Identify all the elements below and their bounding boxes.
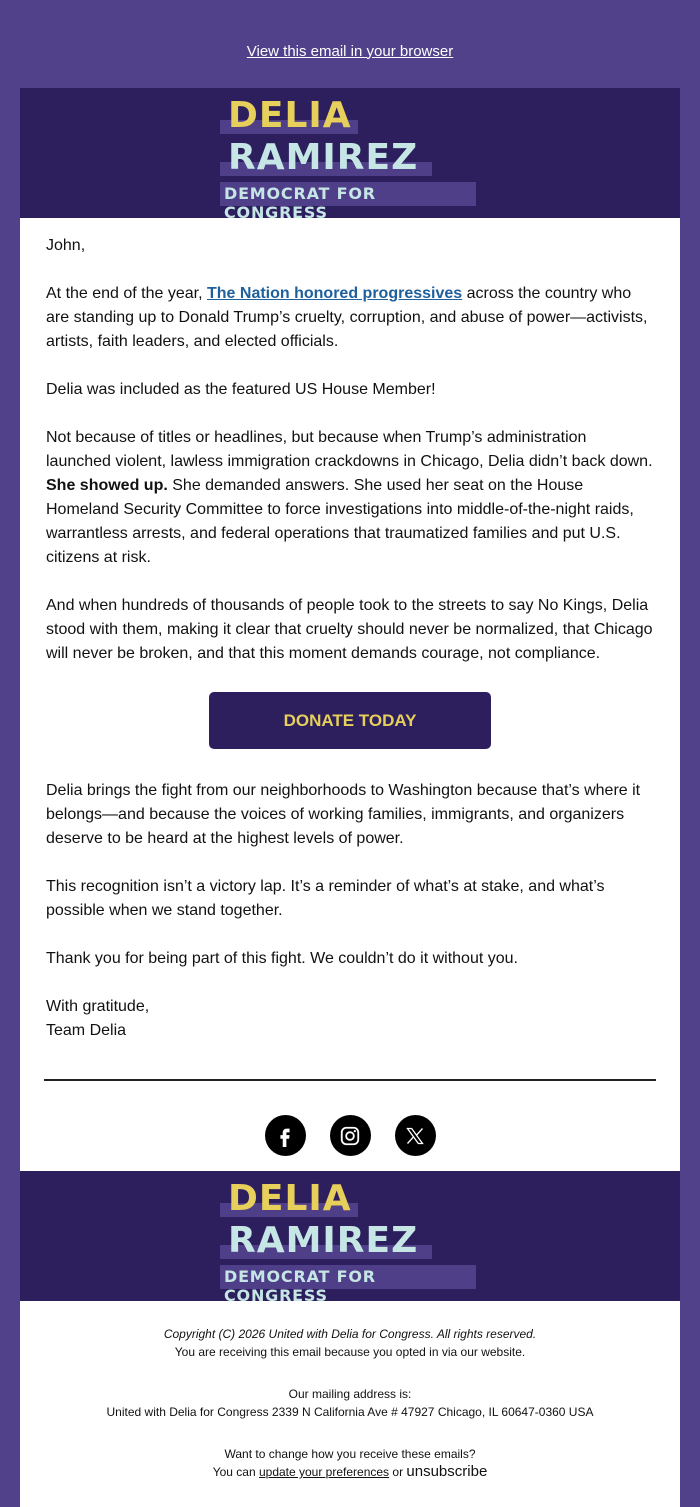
copyright-text: Copyright (C) 2026 United with Delia for Congress. All rights reserved. <box>163 1327 537 1341</box>
logo-first-name: DELIA <box>228 95 352 136</box>
header-banner <box>20 88 680 222</box>
signature: Team Delia <box>46 1022 127 1039</box>
paragraph-7: Thank you for being part of this fight. We couldn’t do it without you. <box>46 950 518 967</box>
closing: With gratitude, <box>46 998 150 1015</box>
instagram-icon[interactable] <box>330 1115 371 1156</box>
logo-tagline: DEMOCRAT FOR CONGRESS <box>224 184 376 222</box>
logo-last-name: RAMIREZ <box>228 137 419 178</box>
paragraph-1: At the end of the year, The Nation honored progressives across the country who are standing up to Donald Trump’s cruelty, corruption, and abuse of power—activists, artists, faith leaders, and elected officials. <box>46 285 648 350</box>
footer-banner <box>20 1171 680 1305</box>
browser-link-row <box>0 0 700 88</box>
campaign-logo <box>220 1171 480 1305</box>
greeting: John, <box>46 237 86 254</box>
mailing-label: Our mailing address is: <box>288 1387 412 1401</box>
logo-tagline: DEMOCRAT FOR CONGRESS <box>224 1267 376 1305</box>
paragraph-3: Not because of titles or headlines, but because when Trump’s administration launched violent, lawless immigration crackdowns in Chicago, Delia didn’t back down. She showed up. She demanded answers. She used her seat on the House Homeland Security Committee to force investigations into middle-of-the-night raids, warrantless arrests, and federal operations that traumatized families and put U.S. citizens at risk. <box>46 429 653 566</box>
email-body <box>20 218 680 1171</box>
paragraph-4: And when hundreds of thousands of people took to the streets to say No Kings, Delia stood with them, making it clear that cruelty should never be normalized, that Chicago will never be broken, and that this moment demands courage, not compliance. <box>46 597 653 662</box>
preferences-line: You can update your preferences or unsubscribe <box>212 1463 488 1480</box>
logo-last-name: RAMIREZ <box>228 1220 419 1261</box>
donate-row <box>46 692 654 749</box>
update-preferences-link[interactable]: update your preferences <box>258 1465 390 1479</box>
the-nation-link[interactable]: The Nation honored progressives <box>207 285 463 302</box>
facebook-icon[interactable] <box>265 1115 306 1156</box>
view-in-browser-link[interactable]: View this email in your browser <box>246 42 454 60</box>
paragraph-2: Delia was included as the featured US House Member! <box>46 381 436 398</box>
donate-button[interactable]: DONATE TODAY <box>209 692 491 749</box>
logo-first-name: DELIA <box>228 1178 352 1219</box>
optin-text: You are receiving this email because you opted in via our website. <box>174 1345 526 1359</box>
mailing-address: United with Delia for Congress 2339 N California Ave # 47927 Chicago, IL 60647-0360 USA <box>106 1405 594 1419</box>
campaign-logo <box>220 88 480 222</box>
x-twitter-icon[interactable] <box>395 1115 436 1156</box>
social-links <box>20 1115 680 1156</box>
paragraph-6: This recognition isn’t a victory lap. It’s a reminder of what’s at stake, and what’s possible when we stand together. <box>46 878 605 919</box>
change-question: Want to change how you receive these emails? <box>224 1447 476 1461</box>
unsubscribe-link[interactable]: unsubscribe <box>406 1463 488 1480</box>
divider <box>44 1079 656 1081</box>
email-footer <box>20 1301 680 1507</box>
paragraph-5: Delia brings the fight from our neighborhoods to Washington because that’s where it belongs—and because the voices of working families, immigrants, and organizers deserve to be heard at the highest levels of power. <box>46 782 641 847</box>
